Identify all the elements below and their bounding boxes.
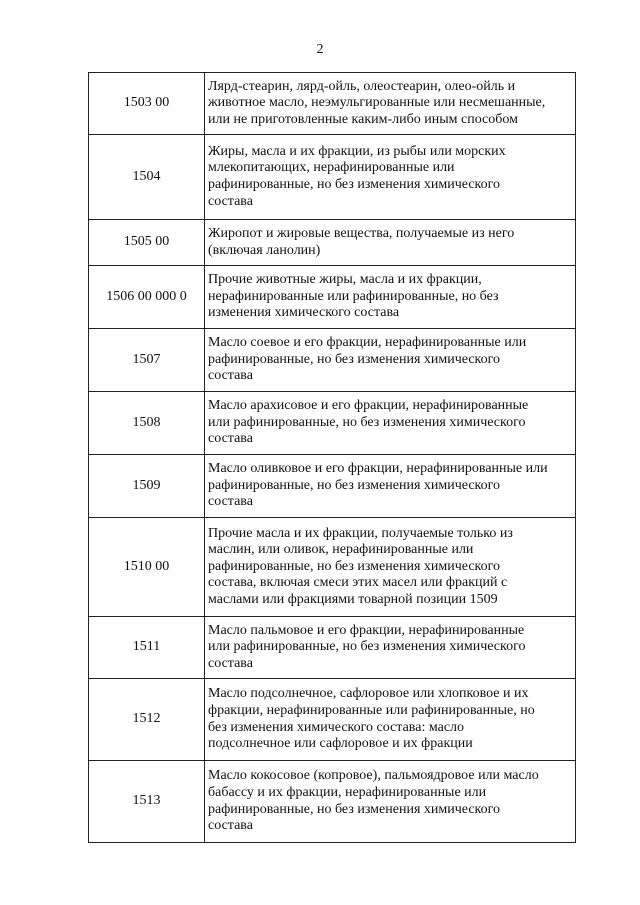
code-cell: 1512 <box>89 679 205 761</box>
description-cell <box>205 455 576 518</box>
description-cell <box>205 329 576 392</box>
description-cell <box>205 73 576 135</box>
description-line: или рафинированные, но без изменения химического <box>208 414 526 430</box>
description-line: фракции, нерафинированные или рафинированные, но <box>208 702 535 718</box>
code-cell: 1504 <box>89 135 205 220</box>
code-cell: 1511 <box>89 617 205 679</box>
table-row <box>89 135 576 220</box>
description-line: рафинированные, но без изменения химического <box>208 477 501 493</box>
code-cell: 1506 00 000 0 <box>89 266 205 329</box>
tariff-code-table <box>88 72 576 843</box>
description-line: Жиры, масла и их фракции, из рыбы или морских <box>208 143 506 159</box>
description-line: рафинированные, но без изменения химического <box>208 351 501 367</box>
description-line: Прочие животные жиры, масла и их фракции, <box>208 272 482 288</box>
description-cell <box>205 761 576 843</box>
description-line: Масло соевое и его фракции, нерафинированные или <box>208 335 527 351</box>
description-line: состава <box>208 368 253 384</box>
code-cell: 1509 <box>89 455 205 518</box>
description-line: рафинированные, но без изменения химического <box>208 177 501 192</box>
table-row <box>89 617 576 679</box>
description-cell <box>205 617 576 679</box>
description-line: Масло кокосовое (копровое), пальмоядровое или масло <box>208 768 539 784</box>
description-line: состава <box>208 494 253 510</box>
description-line: состава <box>208 193 253 209</box>
description-line: Масло оливковое и его фракции, нерафинированные или <box>208 461 548 477</box>
description-line: Масло подсолнечное, сафлоровое или хлопковое и их <box>208 686 529 702</box>
code-cell: 1505 00 <box>89 220 205 266</box>
table-row <box>89 455 576 518</box>
description-cell <box>205 220 576 266</box>
description-line: Прочие масла и их фракции, получаемые только из <box>208 525 513 541</box>
description-line: без изменения химического состава: масло <box>208 719 465 735</box>
description-line: млекопитающих, нерафинированные или <box>208 160 455 176</box>
table-row <box>89 518 576 617</box>
description-cell <box>205 518 576 617</box>
page-number: 2 <box>316 42 324 57</box>
description-line: рафинированные, но без изменения химического <box>208 558 501 574</box>
description-line: (включая ланолин) <box>208 242 321 258</box>
description-line: изменения химического состава <box>208 305 400 321</box>
description-line: бабассу и их фракции, нерафинированные или <box>208 784 487 800</box>
description-line: маслами или фракциями товарной позиции 1509 <box>208 591 498 607</box>
description-line: Лярд-стеарин, лярд-ойль, олеостеарин, олео-ойль и <box>208 78 516 94</box>
table-row <box>89 329 576 392</box>
description-line: состава <box>208 818 253 834</box>
code-cell: 1510 00 <box>89 518 205 617</box>
description-cell <box>205 135 576 220</box>
description-cell <box>205 392 576 455</box>
table-row <box>89 679 576 761</box>
code-cell: 1508 <box>89 392 205 455</box>
table-row <box>89 220 576 266</box>
description-line: состава, включая смеси этих масел или фракций с <box>208 575 508 591</box>
code-cell: 1513 <box>89 761 205 843</box>
description-line: или не приготовленные каким-либо иным способом <box>208 111 518 127</box>
description-line: нерафинированные или рафинированные, но без <box>208 288 499 304</box>
description-line: состава <box>208 655 253 671</box>
table-row <box>89 392 576 455</box>
description-line: маслин, или оливок, нерафинированные или <box>208 542 474 558</box>
table-row <box>89 73 576 135</box>
description-line: подсолнечное или сафлоровое и их фракции <box>208 736 473 752</box>
description-cell <box>205 679 576 761</box>
table-row <box>89 266 576 329</box>
description-cell <box>205 266 576 329</box>
description-line: Масло пальмовое и его фракции, нерафинированные <box>208 622 525 638</box>
table-row <box>89 761 576 843</box>
description-line: рафинированные, но без изменения химического <box>208 801 501 817</box>
description-line: Масло арахисовое и его фракции, нерафинированные <box>208 398 529 414</box>
description-line: Жиропот и жировые вещества, получаемые из него <box>208 225 515 241</box>
description-line: состава <box>208 431 253 447</box>
description-line: или рафинированные, но без изменения химического <box>208 639 526 655</box>
description-line: животное масло, неэмульгированные или несмешанные, <box>208 95 546 111</box>
code-cell: 1503 00 <box>89 73 205 135</box>
code-cell: 1507 <box>89 329 205 392</box>
